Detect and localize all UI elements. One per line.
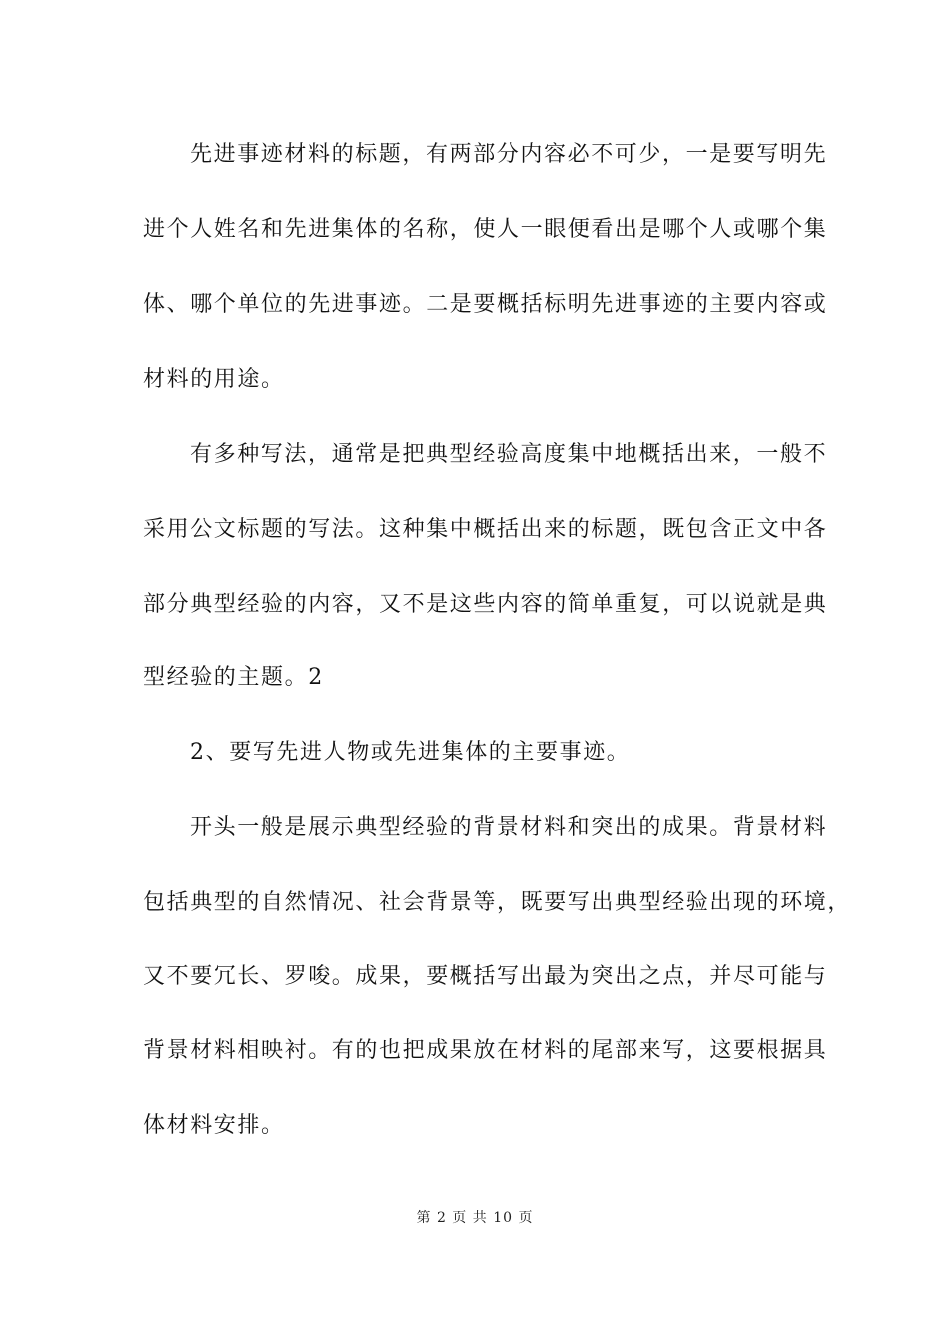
- paragraph-1-line-4: 材料的用途。: [143, 367, 285, 392]
- paragraph-4-line-1: 开头一般是展示典型经验的背景材料和突出的成果。背景材料: [190, 815, 828, 840]
- paragraph-4-line-4: 背景材料相映衬。有的也把成果放在材料的尾部来写，这要根据具: [143, 1038, 828, 1063]
- paragraph-2-line-4: 型经验的主题。2: [143, 665, 324, 690]
- paragraph-1-line-3: 体、哪个单位的先进事迹。二是要概括标明先进事迹的主要内容或: [143, 292, 828, 317]
- paragraph-4-line-2: 包括典型的自然情况、社会背景等，既要写出典型经验出现的环境，: [143, 890, 852, 915]
- paragraph-2-line-3: 部分典型经验的内容，又不是这些内容的简单重复，可以说就是典: [143, 592, 828, 617]
- paragraph-3-line-1: 2、要写先进人物或先进集体的主要事迹。: [190, 740, 631, 765]
- paragraph-1-line-2: 进个人姓名和先进集体的名称，使人一眼便看出是哪个人或哪个集: [143, 217, 828, 242]
- paragraph-2-line-2: 采用公文标题的写法。这种集中概括出来的标题，既包含正文中各: [143, 517, 828, 542]
- paragraph-2-line-1: 有多种写法，通常是把典型经验高度集中地概括出来，一般不: [190, 442, 828, 467]
- paragraph-4-line-5: 体材料安排。: [143, 1113, 285, 1138]
- page-footer: 第 2 页 共 10 页: [416, 1210, 534, 1226]
- paragraph-4-line-3: 又不要冗长、罗唆。成果，要概括写出最为突出之点，并尽可能与: [143, 964, 828, 989]
- paragraph-1-line-1: 先进事迹材料的标题，有两部分内容必不可少，一是要写明先: [190, 142, 828, 167]
